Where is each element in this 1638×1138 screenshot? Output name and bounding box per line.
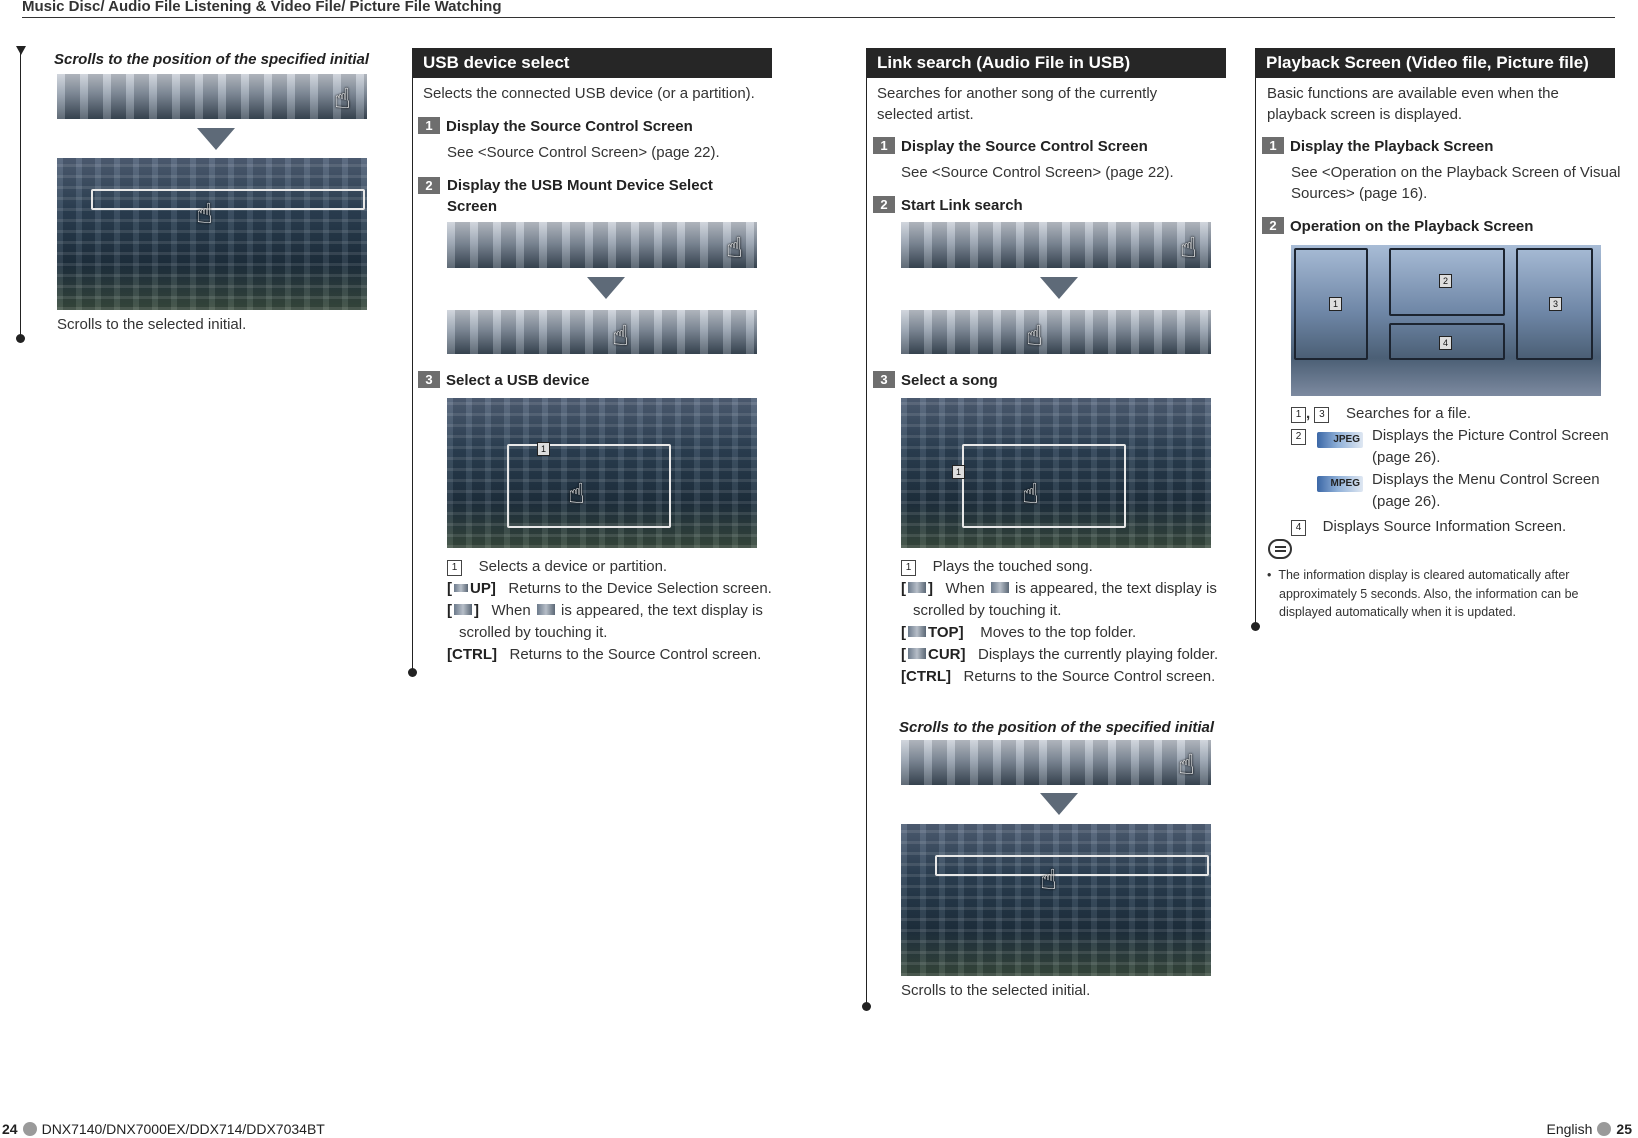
scroll-text-icon (991, 582, 1009, 593)
legend-text: When (491, 602, 531, 619)
usb-step-1-detail: See <Source Control Screen> (page 22). (447, 144, 720, 161)
touch-hand-icon: ☝ (612, 320, 630, 351)
usb-intro: Selects the connected USB device (or a partition). (423, 85, 755, 102)
legend-item: 1 , 3 Searches for a file. (1291, 403, 1621, 425)
screen-source-control (447, 222, 757, 268)
link-step-1-detail: See <Source Control Screen> (page 22). (901, 164, 1174, 181)
legend-text: Selects a device or partition. (478, 558, 668, 575)
legend-text-2: is appeared, the text display is scrolled by touching it. (913, 580, 1217, 619)
legend-item (1291, 469, 1621, 513)
legend-item (447, 644, 777, 666)
zone-marker: 2 (1439, 274, 1452, 288)
note-text: The information display is cleared automatically after approximately 5 seconds. Also, the information can be displayed automatically when it is updated. (1278, 568, 1579, 619)
legend-key: 3 (1314, 407, 1329, 423)
scroll-text-icon (454, 604, 472, 615)
legend-text: Searches for a file. (1346, 405, 1472, 422)
highlight-row (935, 855, 1209, 876)
column-rule-left (20, 50, 21, 338)
zone-marker: 1 (1329, 297, 1342, 311)
legend-key: [CTRL] (447, 646, 497, 663)
touch-hand-icon: ☝ (568, 478, 586, 509)
column-rule-usb (412, 78, 413, 672)
playback-legend (1291, 403, 1621, 538)
zone-marker: 4 (1439, 336, 1452, 350)
legend-item (901, 556, 1236, 578)
model-list: DNX7140/DNX7000EX/DDX714/DDX7034BT (41, 1121, 325, 1137)
header-rule (22, 17, 1615, 18)
playback-note: • The information display is cleared automatically after approximately 5 seconds. Also, the information can be displayed automatically when it is updated. (1267, 568, 1579, 619)
screen-song-list (901, 398, 1211, 548)
highlight-song-list (962, 444, 1126, 528)
column-rule-playback (1255, 78, 1256, 626)
legend-key: CUR] (928, 646, 966, 663)
link-step-2 (873, 195, 1023, 216)
step-label: Operation on the Playback Screen (1290, 218, 1534, 235)
legend-key: 4 (1291, 520, 1306, 536)
step-number: 2 (873, 196, 895, 213)
legend-text: Returns to the Device Selection screen. (508, 580, 772, 597)
screen-initial-bar (57, 74, 367, 119)
legend-key: 2 (1291, 429, 1306, 445)
column-end-dot (862, 1002, 871, 1011)
screen-source-control-2 (447, 310, 757, 354)
folder-up-icon (454, 584, 468, 592)
legend-key: 1 (1291, 407, 1306, 423)
usb-legend (447, 556, 777, 666)
continuation-marker (16, 46, 26, 55)
legend-item: [ ] When is appeared, the text display is scrolled by touching it. (901, 580, 1217, 619)
legend-text: Returns to the Source Control screen. (963, 668, 1216, 685)
step-number: 3 (873, 371, 895, 388)
footer-dot (23, 1122, 37, 1136)
step-number: 1 (873, 137, 895, 154)
legend-key: [CTRL] (901, 668, 951, 685)
current-folder-icon (908, 648, 926, 659)
screen-link-source (901, 222, 1211, 268)
running-header: Music Disc/ Audio File Listening & Video File/ Picture File Watching (22, 0, 502, 15)
legend-key: 1 (447, 560, 462, 576)
legend-text: Displays Source Information Screen. (1322, 518, 1567, 535)
flow-arrow-icon (1040, 277, 1078, 299)
screen-link-source-2 (901, 310, 1211, 354)
step-number: 1 (1262, 137, 1284, 154)
caption-title-left: Scrolls to the position of the specified initial (54, 51, 370, 68)
callout-marker: 1 (952, 465, 965, 479)
section-title-usb-select: USB device select (412, 48, 772, 78)
legend-key: TOP] (928, 624, 964, 641)
legend-text: Plays the touched song. (932, 558, 1093, 575)
touch-hand-icon: ☝ (1178, 749, 1196, 780)
legend-item (1291, 425, 1621, 469)
mpeg-icon: MPEG (1317, 476, 1363, 492)
legend-text: Returns to the Source Control screen. (509, 646, 762, 663)
footer-right (1547, 1121, 1633, 1137)
screen-initial-list (57, 158, 367, 310)
touch-hand-icon: ☝ (334, 83, 352, 114)
language-label: English (1546, 1121, 1593, 1137)
step-number: 2 (1262, 217, 1284, 234)
legend-text: When (945, 580, 985, 597)
playback-step-1 (1262, 136, 1493, 157)
highlight-row (91, 189, 365, 210)
legend-item: [ CUR] Displays the currently playing folder. (901, 646, 1219, 663)
usb-step-1 (418, 116, 693, 137)
legend-item (1291, 516, 1621, 538)
column-end-dot (408, 668, 417, 677)
legend-text: Displays the Menu Control Screen (page 26). (1372, 471, 1600, 510)
legend-text-2: is appeared, the text display is scrolled by touching it. (459, 602, 763, 641)
legend-key: ] (474, 602, 479, 619)
touch-hand-icon: ☝ (1026, 320, 1044, 351)
callout-marker: 1 (537, 442, 550, 456)
legend-item: [ UP] Returns to the Device Selection screen. (447, 580, 772, 597)
column-end-dot (16, 334, 25, 343)
touch-hand-icon: ☝ (1022, 478, 1040, 509)
column-end-dot (1251, 622, 1260, 631)
playback-step-2 (1262, 216, 1533, 237)
caption-title-link: Scrolls to the position of the specified initial (899, 719, 1215, 736)
step-number: 2 (418, 177, 440, 194)
highlight-device-list (507, 444, 671, 528)
step-label: Display the Playback Screen (1290, 138, 1494, 155)
legend-item (447, 556, 777, 578)
touch-hand-icon: ☝ (196, 198, 214, 229)
scroll-text-icon (537, 604, 555, 615)
step-label: Start Link search (901, 197, 1023, 214)
column-rule-link (866, 78, 867, 1006)
step-number: 1 (418, 117, 440, 134)
legend-text: Moves to the top folder. (980, 624, 1137, 641)
step-label: Display the Source Control Screen (446, 118, 693, 135)
section-title-playback: Playback Screen (Video file, Picture file) (1255, 48, 1615, 78)
step-label: Display the USB Mount Device Select Screen (447, 177, 713, 215)
link-step-1 (873, 136, 1148, 157)
screen-link-initial-list (901, 824, 1211, 976)
legend-item (901, 666, 1236, 688)
scroll-text-icon (908, 582, 926, 593)
usb-step-2 (418, 175, 748, 217)
link-intro: Searches for another song of the currently selected artist. (877, 85, 1158, 123)
step-label: Display the Source Control Screen (901, 138, 1148, 155)
legend-key: 1 (901, 560, 916, 576)
touch-hand-icon: ☝ (726, 232, 744, 263)
legend-key: ] (928, 580, 933, 597)
footer-left (2, 1121, 325, 1137)
zone-marker: 3 (1549, 297, 1562, 311)
legend-item: [ TOP] Moves to the top folder. (901, 624, 1137, 641)
step-label: Select a song (901, 372, 998, 389)
legend-key: UP] (470, 580, 496, 597)
jpeg-icon: JPEG (1317, 432, 1363, 448)
legend-item: [ ] When is appeared, the text display is scrolled by touching it. (447, 602, 763, 641)
usb-step-3 (418, 370, 589, 391)
touch-hand-icon: ☝ (1180, 232, 1198, 263)
step-label: Select a USB device (446, 372, 590, 389)
flow-arrow-icon (1040, 793, 1078, 815)
note-icon (1268, 539, 1292, 559)
page-number-left: 24 (2, 1121, 18, 1137)
screen-usb-device-list (447, 398, 757, 548)
legend-text: Displays the currently playing folder. (978, 646, 1219, 663)
caption-text-link: Scrolls to the selected initial. (901, 982, 1091, 999)
footer-dot (1597, 1122, 1611, 1136)
touch-hand-icon: ☝ (1040, 864, 1058, 895)
link-step-3 (873, 370, 998, 391)
top-folder-icon (908, 626, 926, 637)
playback-intro: Basic functions are available even when the playback screen is displayed. (1267, 85, 1559, 123)
legend-text: Displays the Picture Control Screen (page 26). (1372, 427, 1609, 466)
page-number-right: 25 (1616, 1121, 1632, 1137)
screen-playback (1291, 245, 1601, 396)
flow-arrow-icon (197, 128, 235, 150)
flow-arrow-icon (587, 277, 625, 299)
caption-text-left: Scrolls to the selected initial. (57, 316, 247, 333)
section-title-link-search: Link search (Audio File in USB) (866, 48, 1226, 78)
link-legend (901, 556, 1236, 688)
screen-link-initial-bar (901, 740, 1211, 785)
playback-step-1-detail: See <Operation on the Playback Screen of Visual Sources> (page 16). (1291, 164, 1621, 202)
step-number: 3 (418, 371, 440, 388)
